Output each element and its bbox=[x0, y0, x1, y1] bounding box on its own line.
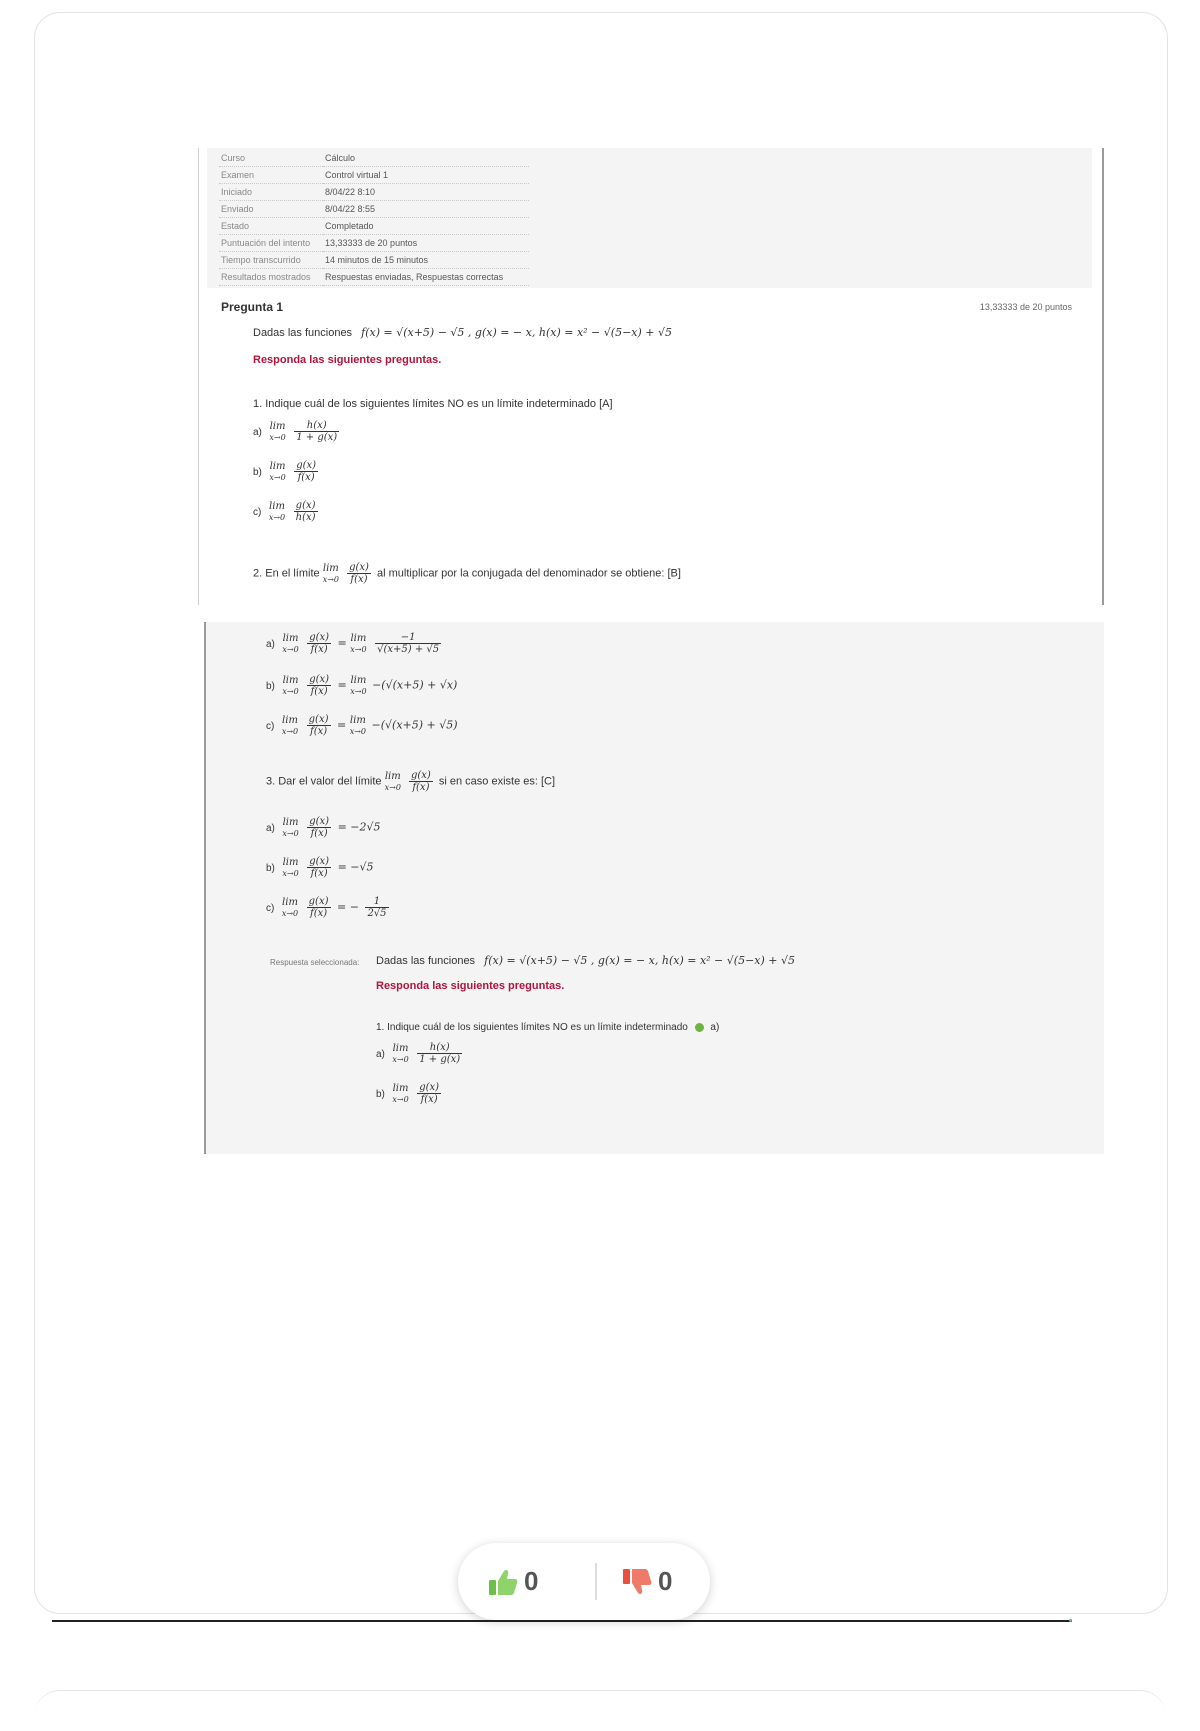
fraction: $\frac{h(x)}{1 + g(x)}$ bbox=[419, 1042, 461, 1065]
summary-value: 14 minutos de 15 minutos bbox=[323, 252, 529, 269]
vote-divider bbox=[595, 1563, 597, 1600]
lim: lim x→0 bbox=[269, 460, 286, 482]
summary-key: Puntuación del intento bbox=[219, 235, 323, 252]
lim: lim x→0 bbox=[322, 562, 340, 584]
correct-check-icon bbox=[695, 1023, 704, 1032]
attempt-summary bbox=[207, 148, 1092, 288]
selected-q1-text bbox=[376, 1022, 719, 1033]
fraction: $\frac{1}{2√5}$ bbox=[367, 896, 387, 919]
option-label: b) bbox=[266, 862, 275, 874]
selected-option-a bbox=[376, 1042, 465, 1065]
q3-option-a bbox=[266, 816, 381, 839]
vote-widget bbox=[458, 1543, 710, 1620]
lim: lim x→0 bbox=[392, 1082, 409, 1104]
option-rhs: −(√(x+5) + √5) bbox=[371, 718, 458, 732]
intro-text: Dadas las funciones bbox=[253, 327, 353, 339]
fraction: $\frac{-1}{√(x+5) + √5}$ bbox=[377, 632, 440, 655]
summary-row bbox=[219, 167, 529, 184]
fraction: $\frac{g(x)}{f(x)}$ bbox=[296, 460, 317, 483]
fraction: $\frac{g(x)}{f(x)}$ bbox=[309, 856, 330, 879]
option-label: a) bbox=[266, 822, 275, 834]
q2-option-b: b) lim x→0 $\frac{g(x)}{f(x)}$ = lim x→0 −(√(x+5) + √x) bbox=[266, 674, 458, 697]
upvote-count: 0 bbox=[524, 1566, 539, 1596]
q3-post: si en caso existe es: [C] bbox=[438, 775, 556, 788]
q3-pre: 3. Dar el valor del límite bbox=[266, 775, 382, 788]
q1-text: 1. Indique cuál de los siguientes límites NO es un límite indeterminado [A] bbox=[253, 398, 613, 410]
summary-value: 13,33333 de 20 puntos bbox=[323, 235, 529, 252]
selected-answer-label: Respuesta seleccionada: bbox=[270, 958, 360, 967]
exam-page-bottom bbox=[204, 622, 1104, 1154]
option-label: a) bbox=[376, 1048, 385, 1060]
option-label: b) bbox=[266, 680, 275, 692]
q2-option-a: a) lim x→0 $\frac{g(x)}{f(x)}$ = lim x→0 $\frac{-1}{√(x+5) + √5}$ bbox=[266, 632, 440, 655]
option-rhs: = −2√5 bbox=[337, 820, 381, 834]
exam-screenshot bbox=[198, 148, 1103, 1156]
summary-row bbox=[219, 235, 529, 252]
fraction: $\frac{g(x)}{f(x)}$ bbox=[308, 896, 329, 919]
functions-formula: f(x) = √(x+5) − √5 , g(x) = − x, h(x) = x² − √(5−x) + √5 bbox=[361, 326, 672, 339]
q2-option-c: c) lim x→0 $\frac{g(x)}{f(x)}$ = lim x→0 −(√(x+5) + √5) bbox=[266, 714, 458, 737]
option-label: b) bbox=[376, 1088, 385, 1100]
functions-formula: f(x) = √(x+5) − √5 , g(x) = − x, h(x) = x² − √(5−x) + √5 bbox=[484, 954, 795, 967]
q2-post: al multiplicar por la conjugada del denominador se obtiene: [B] bbox=[376, 567, 681, 580]
q2-pre: 2. En el límite bbox=[253, 567, 320, 580]
lim: lim x→0 bbox=[281, 714, 299, 736]
q1-option-b bbox=[253, 460, 321, 483]
question-score: 13,33333 de 20 puntos bbox=[979, 302, 1072, 312]
lim: lim x→0 bbox=[282, 632, 299, 654]
summary-row bbox=[219, 218, 529, 235]
functions-line bbox=[253, 326, 672, 339]
fraction: $\frac{g(x)}{f(x)}$ bbox=[349, 562, 369, 585]
summary-value: Respuestas enviadas, Respuestas correctas bbox=[323, 269, 529, 286]
q3-text bbox=[266, 770, 555, 793]
summary-value: 8/04/22 8:10 bbox=[323, 184, 529, 201]
option-rhs: = −√5 bbox=[337, 860, 374, 874]
next-card-edge bbox=[34, 1690, 1166, 1731]
summary-value: Completado bbox=[323, 218, 529, 235]
option-label: c) bbox=[266, 902, 275, 914]
exam-page-top bbox=[198, 148, 1104, 605]
downvote-count: 0 bbox=[658, 1566, 673, 1596]
summary-value: Control virtual 1 bbox=[323, 167, 529, 184]
selected-instruction-text: Responda las siguientes preguntas. bbox=[376, 980, 565, 992]
summary-key: Tiempo transcurrido bbox=[219, 252, 323, 269]
option-label: c) bbox=[266, 720, 275, 732]
thumbs-down-icon bbox=[622, 1568, 652, 1596]
thumbs-up-icon bbox=[488, 1568, 518, 1596]
lim: lim x→0 bbox=[350, 674, 367, 696]
lim: lim x→0 bbox=[282, 816, 299, 838]
fraction: $\frac{g(x)}{f(x)}$ bbox=[309, 674, 330, 697]
selected-functions-line bbox=[376, 954, 795, 967]
option-label: a) bbox=[253, 426, 262, 438]
summary-key: Enviado bbox=[219, 201, 323, 218]
lim: lim x→0 bbox=[282, 856, 299, 878]
upvote-button[interactable] bbox=[488, 1543, 538, 1620]
option-label: a) bbox=[266, 638, 275, 650]
option-label: b) bbox=[253, 466, 262, 478]
summary-row bbox=[219, 269, 529, 286]
summary-value: 8/04/22 8:55 bbox=[323, 201, 529, 218]
lim: lim x→0 bbox=[350, 632, 367, 654]
summary-key: Curso bbox=[219, 150, 323, 167]
lim: lim x→0 bbox=[392, 1042, 409, 1064]
fraction: $\frac{g(x)}{f(x)}$ bbox=[308, 714, 329, 737]
question-title: Pregunta 1 bbox=[221, 300, 284, 314]
selected-q1-answer: a) bbox=[710, 1022, 720, 1033]
summary-key: Estado bbox=[219, 218, 323, 235]
summary-table bbox=[219, 150, 529, 286]
option-rhs: −(√(x+5) + √x) bbox=[372, 678, 458, 692]
q2-text bbox=[253, 562, 681, 585]
fraction: $\frac{g(x)}{f(x)}$ bbox=[309, 816, 330, 839]
lim: lim x→0 bbox=[281, 896, 299, 918]
q3-option-c: c) lim x→0 $\frac{g(x)}{f(x)}$ = − $\frac{1}{2√5}$ bbox=[266, 896, 387, 919]
fraction: $\frac{g(x)}{f(x)}$ bbox=[309, 632, 330, 655]
q1-option-a bbox=[253, 420, 342, 443]
q3-option-b bbox=[266, 856, 374, 879]
summary-row bbox=[219, 201, 529, 218]
lim: lim x→0 bbox=[268, 500, 286, 522]
fraction: $\frac{g(x)}{f(x)}$ bbox=[419, 1082, 440, 1105]
lim: lim x→0 bbox=[282, 674, 299, 696]
summary-key: Iniciado bbox=[219, 184, 323, 201]
fraction: $\frac{g(x)}{h(x)}$ bbox=[295, 500, 316, 523]
summary-row bbox=[219, 150, 529, 167]
option-label: c) bbox=[253, 506, 262, 518]
intro-text: Dadas las funciones bbox=[376, 955, 476, 967]
summary-row bbox=[219, 252, 529, 269]
selected-option-b bbox=[376, 1082, 444, 1105]
selected-q1: 1. Indique cuál de los siguientes límites NO es un límite indeterminado bbox=[376, 1022, 688, 1033]
q1-option-c bbox=[253, 500, 321, 523]
lim: lim x→0 bbox=[384, 770, 401, 792]
summary-key: Resultados mostrados bbox=[219, 269, 323, 286]
summary-key: Examen bbox=[219, 167, 323, 184]
lim: lim x→0 bbox=[349, 714, 367, 736]
fraction: $\frac{h(x)}{1 + g(x)}$ bbox=[296, 420, 338, 443]
summary-row bbox=[219, 184, 529, 201]
downvote-button[interactable] bbox=[622, 1543, 672, 1620]
summary-value: Cálculo bbox=[323, 150, 529, 167]
lim: lim x→0 bbox=[269, 420, 286, 442]
instruction-text: Responda las siguientes preguntas. bbox=[253, 354, 442, 366]
fraction: $\frac{g(x)}{f(x)}$ bbox=[410, 770, 431, 793]
divider-line bbox=[52, 1620, 1072, 1622]
